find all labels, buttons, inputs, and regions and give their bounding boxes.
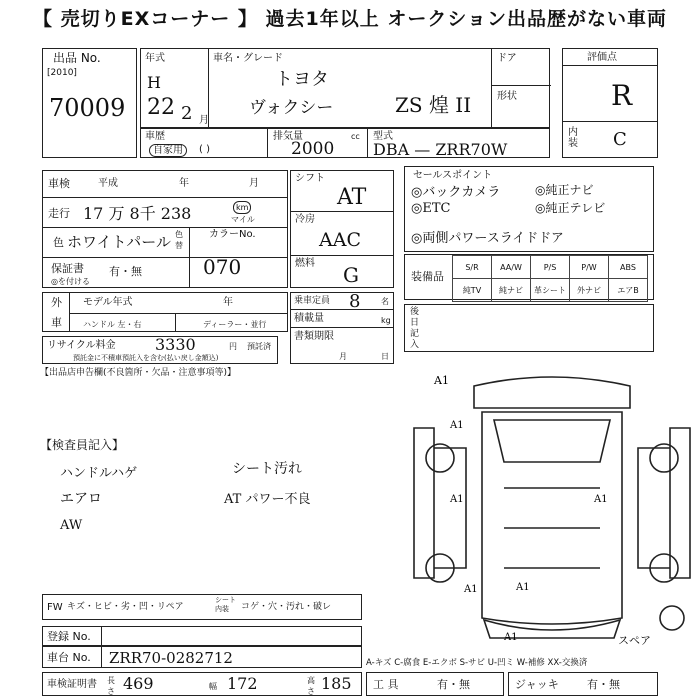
sales-item-r1: ◎純正ナビ <box>535 183 594 197</box>
examiner-note-1: ハンドルハゲ <box>60 466 138 481</box>
examiner-note-2: シート汚れ <box>232 461 302 477</box>
model-year-unit: 年 <box>223 297 233 308</box>
interior-value: C <box>613 129 627 150</box>
warranty-label: 保証書 <box>51 262 84 275</box>
shaken-era: 平成 <box>98 178 118 189</box>
colorno-value: 070 <box>203 255 242 279</box>
maker-name: トヨタ <box>275 69 329 90</box>
fw-label: FW <box>47 602 63 613</box>
spare-label: スペア <box>618 634 651 647</box>
shape-label: 形状 <box>497 91 517 102</box>
spec-box <box>140 128 550 158</box>
recycle-unit: 円 <box>229 342 237 351</box>
width-label: 幅 <box>209 682 217 691</box>
sales-item-1: ◎バックカメラ <box>411 185 501 200</box>
doc-month: 月 <box>339 352 347 361</box>
windshield <box>494 420 610 462</box>
jack-label: ジャッキ <box>515 678 559 691</box>
tools-box <box>366 672 504 696</box>
name-label: 車名・グレード <box>213 53 283 64</box>
equipment-table <box>452 255 648 302</box>
chassis-value: ZRR70-0282712 <box>109 649 233 667</box>
fuel-value: G <box>343 263 359 287</box>
model-code-value: DBA — ZRR70W <box>373 140 508 159</box>
model-code-label: 型式 <box>373 131 393 142</box>
sales-point-label: セールスポイント <box>413 170 493 181</box>
mileage-mile: マイル <box>231 215 255 224</box>
capacity-box <box>290 292 394 364</box>
mileage-km: km <box>233 201 251 214</box>
type-value: 自家用 <box>149 144 187 157</box>
door-label: ドア <box>497 53 517 64</box>
fuel-label: 燃料 <box>295 258 315 269</box>
grade-name: ZS 煌 II <box>395 93 472 117</box>
equip-tv: 純TV <box>453 279 492 302</box>
lot-number: 70009 <box>49 94 126 122</box>
recycle-label: リサイクル料金 <box>47 340 116 351</box>
equip-ext-navi: 外ナビ <box>570 279 609 302</box>
dealer-label: ディーラー・並行 <box>203 320 267 329</box>
damage-legend: A-キズ C-腐食 E-エクボ S-サビ U-凹ミ W-補修 XX-交換済 <box>366 658 588 668</box>
lot-year-tag: [2010] <box>47 68 77 78</box>
type-label: 車歴 <box>145 131 165 142</box>
mark-bottom: A1 <box>504 632 518 643</box>
cert-box <box>42 672 362 696</box>
tools-label: 工 具 <box>373 678 399 691</box>
mark-left: A1 <box>450 494 464 505</box>
ac-label: 冷房 <box>295 214 315 225</box>
recycle-status: 預託済 <box>247 342 271 351</box>
examiner-header: 【検査員記入】 <box>40 438 125 452</box>
color-value: ホワイトパール <box>67 233 171 251</box>
year-value: 22 <box>147 95 175 120</box>
type-paren: ( ) <box>199 144 210 155</box>
equip-sr: S/R <box>453 256 492 279</box>
colorno-label: カラーNo. <box>209 229 256 240</box>
banner-title: 【 売切りEXコーナー 】 過去1年以上 オークション出品歴がない車両 <box>33 7 667 30</box>
equip-abs: ABS <box>609 256 648 279</box>
doc-label: 書類期限 <box>294 331 334 342</box>
load-unit: kg <box>381 316 391 325</box>
mileage-value: 17 万 8千 238 <box>83 204 192 223</box>
equipment-label: 装備品 <box>411 270 444 283</box>
right-door <box>670 428 690 578</box>
mark-right: A1 <box>594 494 608 505</box>
lot-label: 出品 No. <box>53 51 101 65</box>
score-value: R <box>611 79 633 112</box>
warranty-sub: ◎を付ける <box>51 277 90 286</box>
seat-items: コゲ・穴・汚れ・破レ <box>241 602 332 612</box>
car-body <box>482 412 622 624</box>
fw-items: キズ・ヒビ・劣・凹・リペア <box>67 602 184 612</box>
chassis-label: 車台 No. <box>47 651 91 664</box>
shift-label: シフト <box>295 173 325 184</box>
model-year-label: モデル年式 <box>83 297 133 308</box>
shaken-year: 年 <box>179 178 189 189</box>
foreign-side-top: 外 <box>51 296 62 309</box>
remarks-header: 【出品店申告欄(不良箇所・欠品・注意事項等)】 <box>40 368 237 378</box>
mark-front: A1 <box>434 374 449 387</box>
fw-seat-box <box>42 594 362 620</box>
jack-box <box>508 672 658 696</box>
sales-item-3: ◎両側パワースライドドア <box>411 231 564 246</box>
recycle-note: 預託金に不積車預託入を含む(払い戻し金額込) <box>73 354 219 362</box>
examiner-note-5: AT パワー不良 <box>224 492 311 507</box>
equip-aaw: AA/W <box>492 256 531 279</box>
sales-item-2: ◎ETC <box>411 201 451 216</box>
color-label: 色 <box>53 236 64 249</box>
rear-entry-box <box>404 304 654 352</box>
disp-label: 排気量 <box>273 131 303 142</box>
color-change-label: 色替 <box>175 230 183 250</box>
month-value: 2 <box>181 103 193 124</box>
score-box <box>562 48 658 158</box>
mileage-label: 走行 <box>48 207 70 220</box>
examiner-note-4: AW <box>60 518 83 533</box>
reg-label: 登録 No. <box>47 630 91 643</box>
header-box <box>140 48 550 128</box>
load-label: 積載量 <box>294 313 324 324</box>
equip-pw: P/W <box>570 256 609 279</box>
jack-options: 有・無 <box>587 678 620 691</box>
lot-number-box <box>42 48 137 158</box>
doc-day: 日 <box>381 352 389 361</box>
model-name: ヴォクシー <box>249 98 334 118</box>
shaken-month: 月 <box>249 178 259 189</box>
recycle-value: 3330 <box>155 335 196 354</box>
ac-value: AAC <box>319 229 361 251</box>
score-label: 評価点 <box>587 52 617 63</box>
tools-options: 有・無 <box>437 678 470 691</box>
length-label: 長さ <box>107 676 115 696</box>
equip-leather: 革シート <box>531 279 570 302</box>
disp-unit: cc <box>351 132 360 141</box>
rear-entry-label: 後 日 記 入 <box>410 307 420 350</box>
car-front <box>474 377 630 408</box>
interior-label: 内 装 <box>568 127 578 149</box>
year-era: H <box>147 73 161 92</box>
shaken-label: 車検 <box>48 177 70 190</box>
car-diagram <box>404 368 700 648</box>
mark-rear-left: A1 <box>464 584 478 595</box>
foreign-box <box>42 292 288 332</box>
length-value: 469 <box>123 674 154 693</box>
recycle-box <box>42 336 278 364</box>
capacity-value: 8 <box>349 291 361 312</box>
foreign-side-bottom: 車 <box>51 316 62 329</box>
handle-label: ハンドル 左・右 <box>83 320 142 329</box>
cert-label: 車検証明書 <box>47 679 97 690</box>
left-door <box>414 428 434 578</box>
chassis-box <box>42 646 362 668</box>
capacity-label: 乗車定員 <box>294 296 331 306</box>
sales-item-r2: ◎純正テレビ <box>535 201 606 215</box>
seat-label: シート 内装 <box>215 596 236 613</box>
examiner-note-3: エアロ <box>60 491 102 507</box>
height-value: 185 <box>321 674 352 693</box>
equip-airbag: エアB <box>609 279 648 302</box>
mark-rear-right: A1 <box>516 582 530 593</box>
month-unit: 月 <box>199 115 209 126</box>
equip-ps: P/S <box>531 256 570 279</box>
height-label: 高さ <box>307 676 315 696</box>
disp-value: 2000 <box>291 139 335 159</box>
warranty-options: 有・無 <box>109 265 142 278</box>
mark-hood: A1 <box>450 420 464 431</box>
capacity-unit: 名 <box>381 297 389 306</box>
registration-box <box>42 626 362 646</box>
drive-box <box>290 170 394 288</box>
year-label: 年式 <box>145 53 165 64</box>
equip-navi: 純ナビ <box>492 279 531 302</box>
sales-point-box <box>404 166 654 252</box>
spare-tire <box>660 606 684 630</box>
inspection-box <box>42 170 288 288</box>
shift-value: AT <box>337 185 367 210</box>
width-value: 172 <box>227 674 258 693</box>
